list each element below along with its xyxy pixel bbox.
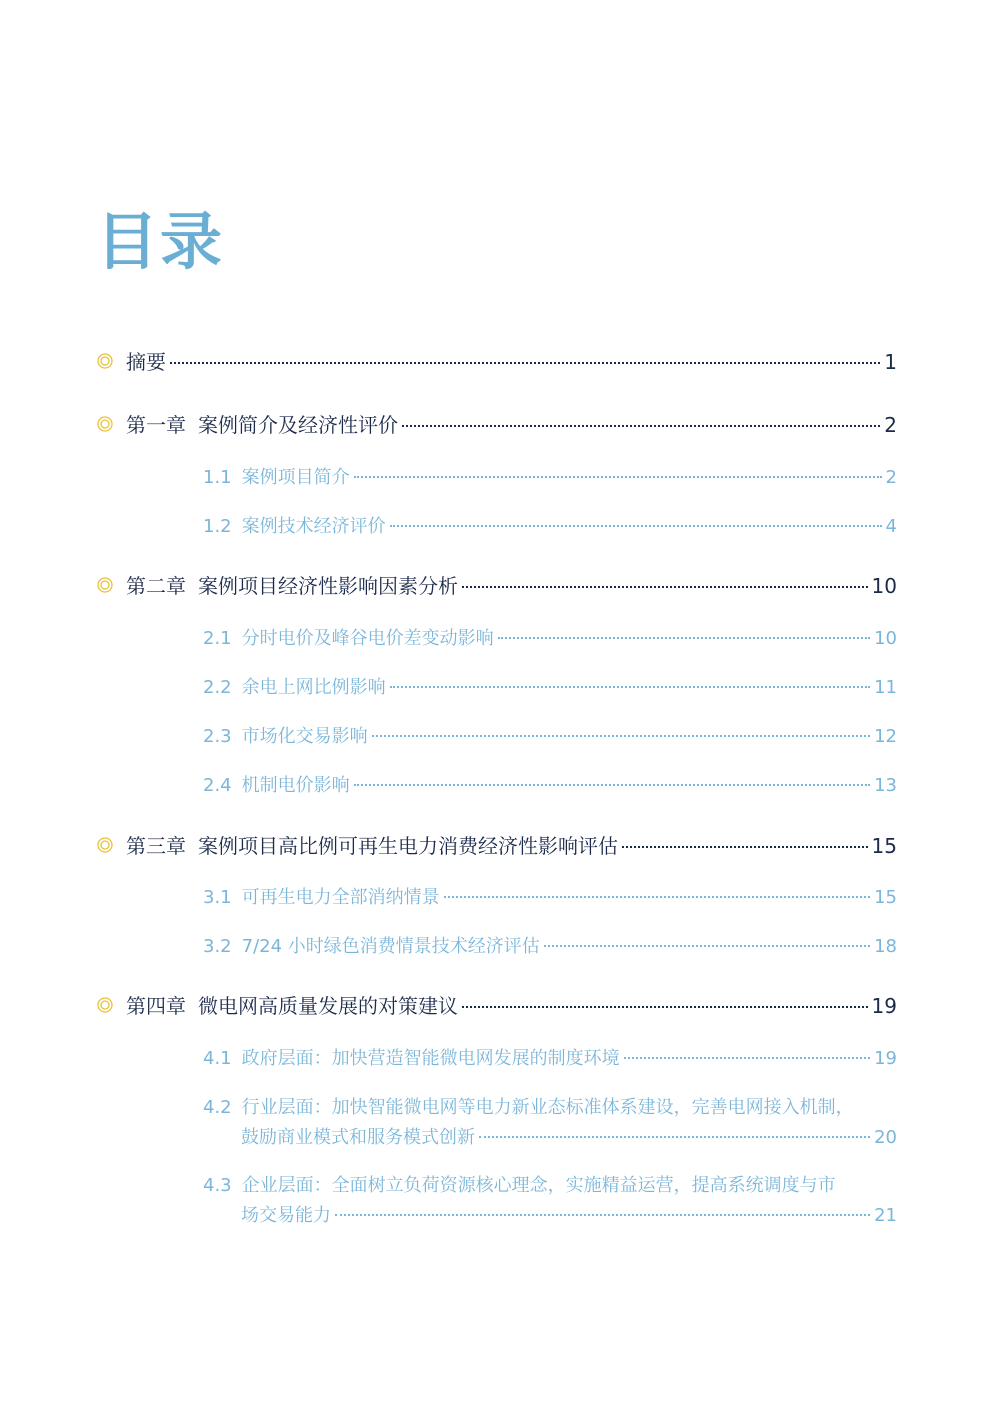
- dot-leader: [498, 637, 870, 639]
- toc-entry-3-2[interactable]: [0, 932, 992, 958]
- toc-entry-page: 21: [874, 1205, 897, 1226]
- toc-entry-chapter-3[interactable]: [0, 830, 992, 859]
- toc-entry-label: 2.1 分时电价及峰谷电价差变动影响: [203, 628, 494, 649]
- toc-entry-2-3[interactable]: [0, 722, 992, 748]
- toc-entry-page: 20: [874, 1127, 897, 1148]
- toc-entry-page: 11: [874, 677, 897, 698]
- dot-leader: [170, 362, 880, 364]
- toc-entry-label-continued: 场交易能力 21: [241, 1205, 897, 1226]
- dot-leader: [335, 1214, 870, 1216]
- toc-entry-page: 4: [885, 516, 897, 537]
- dot-leader: [462, 586, 868, 588]
- toc-entry-page: 13: [874, 775, 897, 796]
- dot-leader: [624, 1057, 870, 1059]
- dot-leader: [390, 686, 870, 688]
- dot-leader: [372, 735, 870, 737]
- toc-entry-label: 第四章 微电网高质量发展的对策建议: [126, 994, 458, 1018]
- toc-entry-abstract[interactable]: [0, 346, 992, 375]
- toc-entry-label: 1.1 案例项目简介: [203, 467, 350, 488]
- toc-entry-4-1[interactable]: [0, 1044, 992, 1070]
- toc-entry-1-2[interactable]: [0, 512, 992, 538]
- circle-bullet-icon: [97, 997, 113, 1013]
- toc-entry-label: 2.3 市场化交易影响: [203, 726, 368, 747]
- toc-entry-page: 2: [885, 467, 897, 488]
- toc-entry-label: 4.3 企业层面：全面树立负荷资源核心理念，实施精益运营，提高系统调度与市: [203, 1175, 836, 1196]
- toc-entry-label: 第一章 案例简介及经济性评价: [126, 413, 398, 437]
- toc-entry-chapter-2[interactable]: [0, 570, 992, 599]
- toc-entry-2-4[interactable]: [0, 771, 992, 797]
- dot-leader: [462, 1006, 868, 1008]
- toc-entry-page: 19: [874, 1048, 897, 1069]
- toc-entry-label: 2.4 机制电价影响: [203, 775, 350, 796]
- dot-leader: [402, 425, 880, 427]
- toc-entry-2-2[interactable]: [0, 673, 992, 699]
- toc-entry-page: 10: [874, 628, 897, 649]
- toc-entry-label: 第三章 案例项目高比例可再生电力消费经济性影响评估: [126, 834, 618, 858]
- toc-entry-label: 1.2 案例技术经济评价: [203, 516, 386, 537]
- toc-entry-page: 2: [884, 413, 897, 437]
- circle-bullet-icon: [97, 416, 113, 432]
- toc-entry-chapter-4[interactable]: [0, 990, 992, 1019]
- toc-entry-page: 15: [874, 887, 897, 908]
- toc-entry-label: 摘要: [126, 350, 166, 374]
- dot-leader: [479, 1136, 870, 1138]
- toc-entry-page: 15: [871, 834, 897, 858]
- page-title: 目录: [96, 205, 225, 278]
- dot-leader: [354, 476, 882, 478]
- toc-entry-page: 19: [871, 994, 897, 1018]
- toc-entry-2-1[interactable]: [0, 624, 992, 650]
- toc-entry-page: 12: [874, 726, 897, 747]
- toc-entry-1-1[interactable]: [0, 463, 992, 489]
- toc-entry-label: 4.1 政府层面：加快营造智能微电网发展的制度环境: [203, 1048, 620, 1069]
- toc-entry-4-3[interactable]: [0, 1171, 992, 1231]
- dot-leader: [444, 896, 870, 898]
- toc-entry-page: 1: [884, 350, 897, 374]
- toc-entry-label: 4.2 行业层面：加快智能微电网等电力新业态标准体系建设，完善电网接入机制，: [203, 1097, 854, 1118]
- toc-entry-label: 2.2 余电上网比例影响: [203, 677, 386, 698]
- toc-entry-page: 18: [874, 936, 897, 957]
- circle-bullet-icon: [97, 353, 113, 369]
- circle-bullet-icon: [97, 837, 113, 853]
- toc-entry-page: 10: [871, 574, 897, 598]
- toc-entry-label: 第二章 案例项目经济性影响因素分析: [126, 574, 458, 598]
- toc-entry-4-2[interactable]: [0, 1093, 992, 1153]
- dot-leader: [390, 525, 882, 527]
- circle-bullet-icon: [97, 577, 113, 593]
- dot-leader: [354, 784, 870, 786]
- toc-entry-chapter-1[interactable]: [0, 409, 992, 438]
- toc-entry-label: 3.2 7/24 小时绿色消费情景技术经济评估: [203, 936, 540, 957]
- dot-leader: [544, 945, 870, 947]
- toc-entry-label: 3.1 可再生电力全部消纳情景: [203, 887, 440, 908]
- dot-leader: [622, 846, 868, 848]
- toc-entry-label-continued: 鼓励商业模式和服务模式创新 20: [241, 1127, 897, 1148]
- toc-entry-3-1[interactable]: [0, 883, 992, 909]
